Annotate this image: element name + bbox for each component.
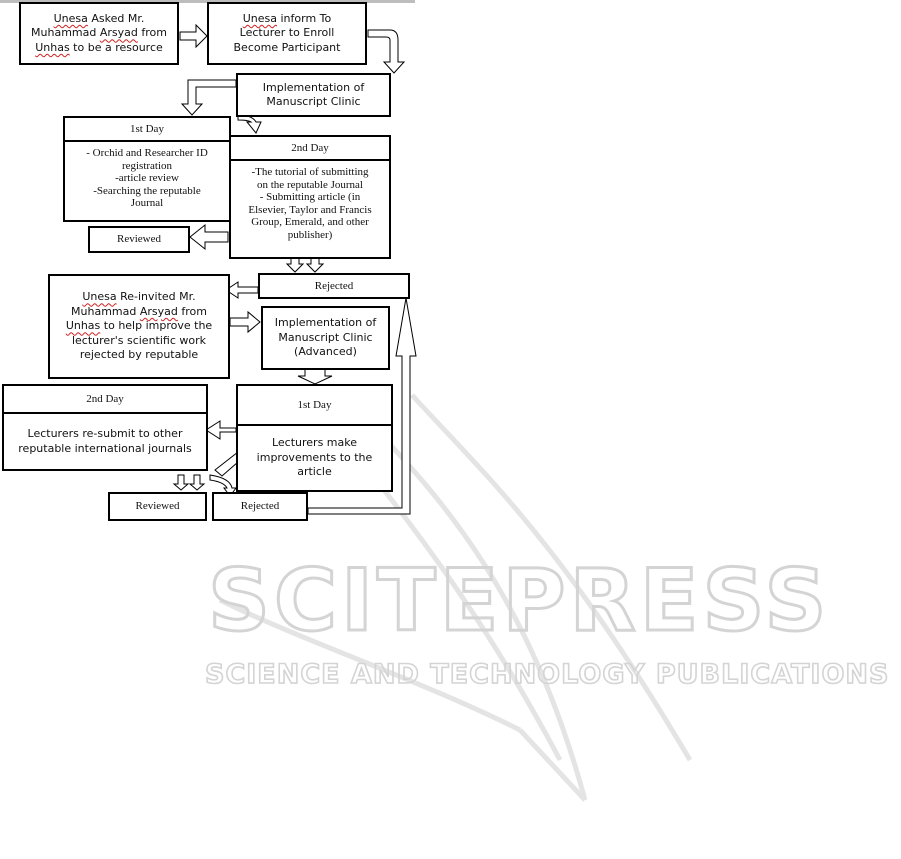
arrow-day2b-to-reviewed-b — [190, 475, 204, 490]
text-line: Lecturer to Enroll — [239, 26, 335, 40]
rejected-label: Rejected — [240, 500, 280, 513]
text-line: rejected by reputable — [79, 348, 199, 362]
arrow-day2b-to-reviewed-a — [174, 475, 188, 490]
word-unesa: Unesa — [242, 11, 277, 25]
text-line: article — [297, 465, 332, 479]
first-day-title: 1st Day — [65, 118, 229, 142]
arrow-day2-to-reviewed — [190, 225, 228, 249]
arrow-b3-to-day1 — [182, 80, 236, 115]
word-arsyad: Arsyad — [99, 26, 138, 40]
watermark-subtitle: SCIENCE AND TECHNOLOGY PUBLICATIONS — [205, 659, 890, 690]
text-line: lecturer's scientific work — [71, 333, 206, 347]
text-line: to help improve the — [100, 319, 213, 333]
text-line: -The tutorial of submitting — [251, 166, 369, 178]
text-line: Muhammad — [31, 26, 100, 40]
box-first-day — [63, 116, 231, 222]
word-unesa: Unesa — [82, 290, 117, 304]
arrow-b2-to-b3 — [368, 30, 404, 73]
box-second-day-resubmit — [2, 384, 208, 471]
word-unhas: Unhas — [65, 319, 101, 333]
box-rejected — [212, 492, 308, 521]
box-reviewed — [108, 492, 207, 521]
arrow-b1-to-b2 — [180, 25, 207, 47]
text-line: Re-invited Mr. — [116, 290, 196, 304]
box-implementation-advanced — [261, 306, 390, 370]
second-day-title: 2nd Day — [231, 137, 389, 161]
text-line: on the reputable Journal — [257, 178, 363, 191]
text-line: Manuscript Clinic — [266, 95, 361, 108]
text-line: Lecturers re-submit to other — [27, 427, 183, 440]
text-line: to be a resource — [69, 40, 163, 54]
box-rejected — [258, 273, 410, 299]
text-line: from — [137, 26, 167, 40]
arrow-day2-to-rejected-b — [307, 258, 323, 272]
box-first-day-improve — [236, 384, 393, 492]
text-line: Muhammad — [71, 304, 140, 318]
text-line: -Searching the reputable — [93, 184, 201, 197]
text-line: registration — [121, 159, 173, 172]
text-line: Group, Emerald, and other — [251, 216, 369, 228]
rejected-label: Rejected — [314, 279, 354, 292]
text-line: - Orchid and Researcher ID — [86, 147, 208, 159]
box-unesa-reinvited — [48, 274, 230, 379]
word-unesa: Unesa — [53, 11, 88, 25]
arrow-b4-to-b5 — [230, 312, 260, 332]
box-unesa-asked — [19, 2, 179, 65]
text-line: Journal — [130, 197, 164, 209]
arrow-day1b-to-rejected — [215, 452, 238, 476]
watermark-title: SCITEPRESS — [208, 551, 831, 651]
text-line: Become Participant — [233, 40, 341, 54]
word-unhas: Unhas — [35, 40, 70, 54]
text-line: reputable international journals — [18, 441, 192, 455]
second-day-title: 2nd Day — [4, 386, 206, 414]
text-line: publisher) — [287, 228, 333, 241]
arrow-day1-to-day2 — [238, 115, 261, 133]
arrow-rejected-to-b4 — [226, 282, 258, 298]
text-line: Elsevier, Taylor and Francis — [248, 203, 372, 216]
text-line: - Submitting article (in — [259, 191, 361, 203]
word-arsyad: Arsyad — [139, 304, 178, 318]
text-line: Asked Mr. — [87, 11, 145, 25]
arrow-b5-to-day1b — [298, 368, 332, 384]
text-line: from — [177, 304, 207, 318]
text-line: -article review — [115, 172, 179, 184]
arrow-day2-to-rejected-a — [287, 258, 303, 272]
arrow-day1b-to-day2b — [206, 421, 236, 439]
box-second-day — [229, 135, 391, 259]
reviewed-label: Reviewed — [117, 233, 161, 246]
text-line: Manuscript Clinic — [278, 330, 373, 344]
text-line: (Advanced) — [294, 345, 357, 359]
text-line: Lecturers make — [271, 436, 358, 450]
text-line: Implementation of — [262, 80, 365, 94]
first-day-title: 1st Day — [238, 386, 391, 426]
text-line: Implementation of — [274, 316, 377, 330]
box-reviewed — [88, 226, 190, 253]
text-line: improvements to the — [256, 450, 373, 464]
reviewed-label: Reviewed — [135, 500, 180, 513]
box-implementation — [236, 73, 391, 117]
text-line: inform To — [277, 11, 332, 25]
box-unesa-inform — [207, 2, 367, 65]
